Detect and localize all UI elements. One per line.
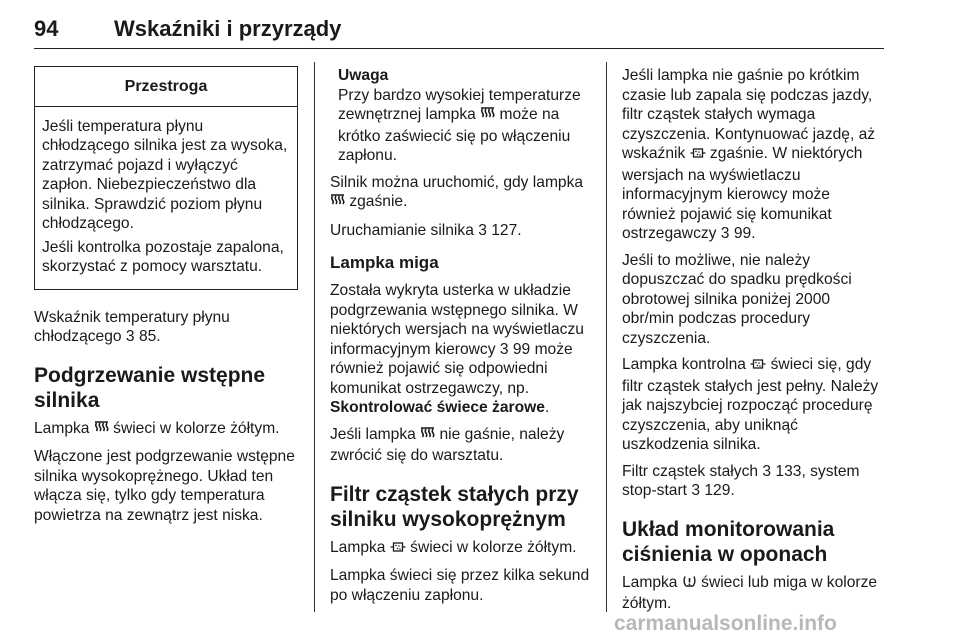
glow-plug-icon <box>420 425 435 447</box>
page-title: Wskaźniki i przyrządy <box>114 16 342 41</box>
page-ref-arrow-icon: 3 <box>499 340 509 358</box>
section-heading: Układ monitorowania ciśnienia w oponach <box>622 517 835 566</box>
paragraph: Włączone jest podgrzewanie wstępne silnika wysokoprężnego. Układ ten włącza się, tylko gdy temperatura powietrza na zewnątrz jest niska. <box>34 448 295 524</box>
column-left <box>34 66 298 532</box>
warning-paragraph: Jeśli kontrolka pozostaje zapalona, skorzystać z pomocy warsztatu. <box>42 238 284 275</box>
paragraph: Lampka świeci w kolorze żółtym. <box>34 419 298 441</box>
page-ref-arrow-icon: 3 <box>125 328 135 345</box>
page-ref: 127 <box>491 221 518 239</box>
page-ref-arrow-icon: 3 <box>720 225 730 242</box>
paragraph: Jeśli lampka nie gaśnie, należy zwrócić się do warsztatu. <box>330 425 565 464</box>
paragraph: Wskaźnik temperatury płynu chłodzącego 3 85. <box>34 308 230 345</box>
section-heading: Filtr cząstek stałych przy silniku wysokoprężnym <box>330 482 579 531</box>
particle-filter-icon <box>390 540 406 560</box>
paragraph: Lampka świeci się przez kilka sekund po włączeniu zapłonu. <box>330 567 590 604</box>
particle-filter-icon <box>690 146 706 166</box>
page-ref: 99 <box>512 340 531 358</box>
glow-plug-icon <box>480 105 495 127</box>
paragraph: Lampka kontrolna świeci się, gdy filtr cząstek stałych jest pełny. Należy jak najszybciej rozpocząć procedurę czyszczenia, aby uniknąć uszkodzenia silnika. <box>622 356 879 453</box>
particle-filter-icon <box>750 357 766 377</box>
paragraph: Jeśli to możliwe, nie należy dopuszczać do spadku prędkości obrotowej silnika poniżej 2000 obr/min podczas procedury czyszczenia. <box>622 251 852 347</box>
page-header <box>34 0 884 49</box>
tire-pressure-icon <box>682 574 697 595</box>
subsection-heading: Lampka miga <box>330 253 439 272</box>
paragraph: Filtr cząstek stałych 3 133, system stop-start 3 129. <box>622 462 860 499</box>
note-paragraph: Przy bardzo wysokiej temperaturze zewnętrznej lampka może na krótko zaświecić się po włączeniu zapłonu. <box>338 86 581 164</box>
paragraph: Silnik można uruchomić, gdy lampka zgaśnie. <box>330 173 592 214</box>
warning-title: Przestroga <box>35 67 297 107</box>
page-ref-arrow-icon: 3 <box>762 462 772 480</box>
page-ref-arrow-icon: 3 <box>478 221 487 239</box>
column-divider <box>314 62 315 612</box>
page-ref: 85 <box>138 328 157 345</box>
glow-plug-icon <box>94 419 109 441</box>
page-ref: 129 <box>704 482 731 499</box>
paragraph: Została wykryta usterka w układzie podgrzewania wstępnego silnika. W niektórych wersjach na wyświetlaczu informacyjnym kierowcy 3 99 może również pojawić się odpowiedni komunikat ostrzegawczy, np. Skontrolować świece żarowe. <box>330 282 584 416</box>
paragraph: Uruchamianie silnika 3 127. <box>330 221 522 239</box>
paragraph: Lampka świeci lub miga w kolorze żółtym. <box>622 573 878 612</box>
column-divider <box>606 62 607 612</box>
column-right <box>622 66 884 621</box>
paragraph: Lampka świeci w kolorze żółtym. <box>330 538 592 560</box>
glow-plug-icon <box>330 192 345 214</box>
column-middle <box>330 66 592 612</box>
warning-paragraph: Jeśli temperatura płynu chłodzącego silnika jest za wysoka, zatrzymać pojazd i wyłączyć zapłon. Niebezpieczeństwo dla silnika. Sprawdzić poziom płynu chłodzącego. <box>42 117 288 232</box>
note-box <box>330 66 592 166</box>
page-ref: 133 <box>775 462 802 480</box>
watermark: carmanualsonline.info <box>614 612 837 635</box>
page-number: 94 <box>34 16 59 41</box>
page-ref-arrow-icon: 3 <box>691 482 701 499</box>
page-ref: 99 <box>733 225 752 242</box>
note-title: Uwaga <box>338 67 389 84</box>
warning-box <box>34 66 298 290</box>
paragraph: Jeśli lampka nie gaśnie po krótkim czasie lub zapala się podczas jazdy, filtr cząstek stałych wymaga czyszczenia. Kontynuować jazdę, aż wskaźnik zgaśnie. W niektórych wersjach na wyświetlaczu informacyjnym kierowcy może również pojawić się komunikat ostrzegawczy 3 99. <box>622 67 876 242</box>
display-message: Skontrolować świece żarowe <box>330 399 545 416</box>
section-heading: Podgrzewanie wstępne silnika <box>34 363 266 412</box>
